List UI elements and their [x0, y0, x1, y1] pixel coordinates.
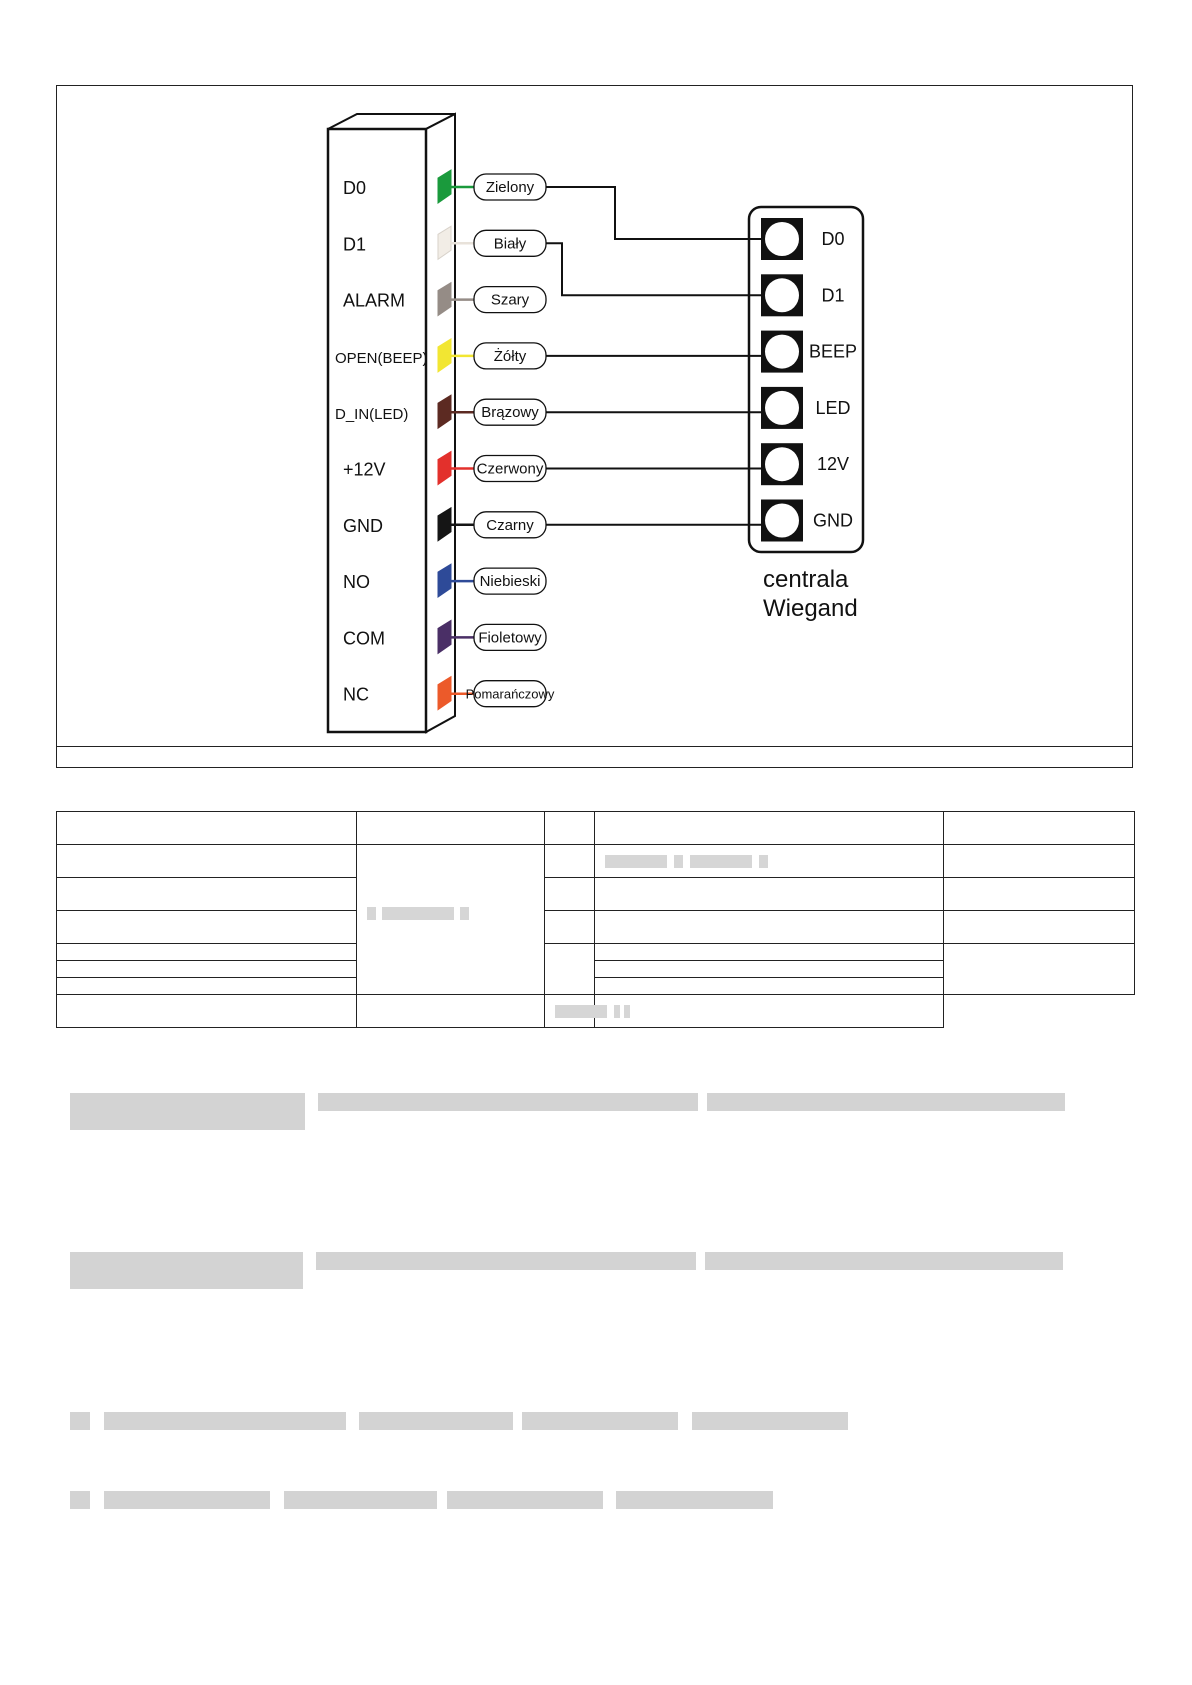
redacted-text	[692, 1412, 848, 1430]
table-cell	[545, 812, 595, 845]
table-cell	[545, 878, 595, 911]
pin-label-open-beep: OPEN(BEEP)	[335, 349, 428, 367]
table-cell	[357, 995, 545, 1028]
table-cell	[595, 995, 944, 1028]
table-cell	[595, 812, 944, 845]
terminal-screw	[765, 391, 799, 425]
terminal-label-d1: D1	[821, 285, 845, 306]
terminal-screw	[765, 278, 799, 312]
terminal-label-led: LED	[815, 397, 851, 418]
redacted-text	[447, 1491, 603, 1509]
terminal-screw	[765, 335, 799, 369]
pin-label-alarm: ALARM	[343, 290, 406, 311]
table-cell	[944, 911, 1135, 944]
redacted-text	[705, 1252, 1063, 1270]
redacted-text	[359, 1412, 513, 1430]
terminal-label-d0: D0	[821, 229, 845, 249]
redacted-text	[522, 1412, 678, 1430]
specification-table	[56, 811, 1135, 1028]
redacted-text	[382, 907, 454, 920]
wire-label-nc: Pomarańczowy	[465, 686, 555, 702]
pin-label-com: COM	[343, 628, 385, 649]
wiring-diagram	[57, 86, 1134, 769]
table-cell	[595, 911, 944, 944]
redacted-text	[690, 855, 752, 868]
table-cell	[357, 812, 545, 845]
table-row	[57, 911, 1135, 944]
terminal-screw	[765, 222, 799, 256]
wire-label-gnd: Czarny	[486, 516, 534, 534]
redacted-text	[605, 855, 667, 868]
connection-wire-d1	[545, 243, 761, 295]
wire-label-no: Niebieski	[479, 573, 541, 591]
table-cell	[57, 995, 357, 1028]
table-cell	[57, 911, 357, 944]
table-cell	[57, 878, 357, 911]
table-cell	[595, 878, 944, 911]
terminal-screw	[765, 504, 799, 538]
redacted-text	[104, 1491, 270, 1509]
table-cell	[944, 845, 1135, 878]
redacted-text	[616, 1491, 773, 1509]
table-row	[57, 878, 1135, 911]
table-cell	[944, 878, 1135, 911]
redacted-text	[316, 1252, 696, 1270]
table-header-row	[57, 812, 1135, 845]
table-cell	[545, 995, 595, 1028]
wire-label-open-beep: Żółty	[493, 347, 527, 365]
table-cell	[944, 812, 1135, 845]
terminal-label-12v: 12V	[816, 454, 850, 475]
redacted-text	[460, 907, 469, 920]
wire-label-alarm: Szary	[490, 291, 530, 309]
table-cell	[944, 944, 1135, 995]
table-cell	[595, 961, 944, 978]
wire-label-d0: Zielony	[485, 179, 535, 196]
pin-label-nc: NC	[343, 684, 369, 705]
table-cell	[545, 911, 595, 944]
connection-wire-d0	[545, 187, 761, 239]
redacted-text	[674, 855, 683, 868]
wire-label-com: Fioletowy	[478, 629, 542, 647]
wire-label-d1: Biały	[493, 235, 527, 253]
redacted-text	[707, 1093, 1065, 1111]
redacted-bullet	[70, 1412, 90, 1430]
pin-label-gnd: GND	[343, 515, 383, 536]
redacted-text	[759, 855, 768, 868]
controller-caption-line1: centrala	[763, 566, 849, 593]
terminal-screw	[765, 447, 799, 481]
redacted-text	[104, 1412, 346, 1430]
table-cell	[595, 944, 944, 961]
wire-label--12v: Czerwony	[476, 460, 544, 478]
redacted-heading	[70, 1093, 305, 1130]
redacted-heading	[70, 1252, 303, 1289]
redacted-bullet	[70, 1491, 90, 1509]
pin-label-d1: D1	[343, 234, 367, 255]
table-cell	[57, 978, 357, 995]
table-cell	[595, 845, 944, 878]
redacted-text	[318, 1093, 698, 1111]
table-row	[57, 995, 1135, 1028]
table-row	[57, 944, 1135, 961]
wiring-diagram-frame	[56, 85, 1133, 768]
redacted-text	[367, 907, 376, 920]
table-row	[57, 845, 1135, 878]
pin-label-d-in-led: D_IN(LED)	[335, 406, 409, 424]
pin-label--12v: +12V	[343, 459, 386, 480]
redacted-text	[284, 1491, 437, 1509]
table-cell	[57, 812, 357, 845]
terminal-label-beep: BEEP	[808, 341, 858, 362]
pin-label-d0: D0	[343, 178, 367, 198]
terminal-label-gnd: GND	[813, 510, 853, 531]
controller-caption-line2: Wiegand	[763, 595, 858, 622]
table-cell	[57, 944, 357, 961]
table-cell	[57, 845, 357, 878]
table-cell	[545, 845, 595, 878]
table-cell	[545, 944, 595, 995]
table-cell	[57, 961, 357, 978]
table-cell	[357, 845, 545, 995]
diagram-caption-strip	[57, 746, 1132, 767]
pin-label-no: NO	[343, 572, 370, 593]
table-cell	[595, 978, 944, 995]
wire-label-d-in-led: Brązowy	[481, 404, 539, 422]
